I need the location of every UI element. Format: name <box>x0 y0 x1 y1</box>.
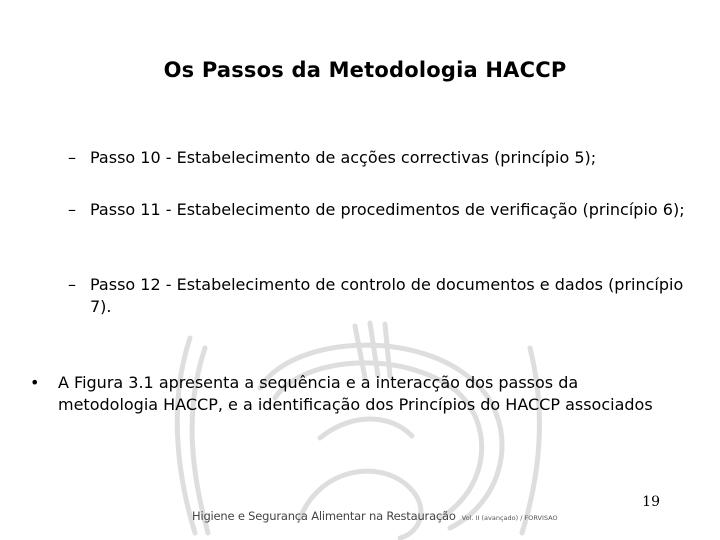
slide-title: Os Passos da Metodologia HACCP <box>163 58 567 82</box>
bullet-text: A Figura 3.1 apresenta a sequência e a interacção dos passos da metodologia HACCP, e a identificação dos Princípios do HACCP associados <box>58 373 653 414</box>
dash-marker: – <box>68 148 76 167</box>
bullet-marker: • <box>30 373 40 392</box>
step-text: Passo 10 - Estabelecimento de acções correctivas (princípio 5); <box>90 148 597 167</box>
step-text: Passo 12 - Estabelecimento de controlo de documentos e dados (princípio 7). <box>90 275 684 316</box>
dash-marker: – <box>68 275 76 294</box>
step-item-11 <box>68 199 688 221</box>
step-text: Passo 11 - Estabelecimento de procedimentos de verificação (princípio 6); <box>90 200 685 219</box>
step-item-10 <box>68 147 688 169</box>
footer <box>192 505 558 524</box>
page-number: 19 <box>642 494 660 510</box>
dash-marker: – <box>68 200 76 219</box>
footer-subtitle: Vol. II (avançado) / FORVISAO <box>461 514 558 522</box>
step-item-12 <box>68 274 688 318</box>
bullet-item <box>30 372 670 416</box>
footer-title: Higiene e Segurança Alimentar na Restauração <box>192 509 456 523</box>
